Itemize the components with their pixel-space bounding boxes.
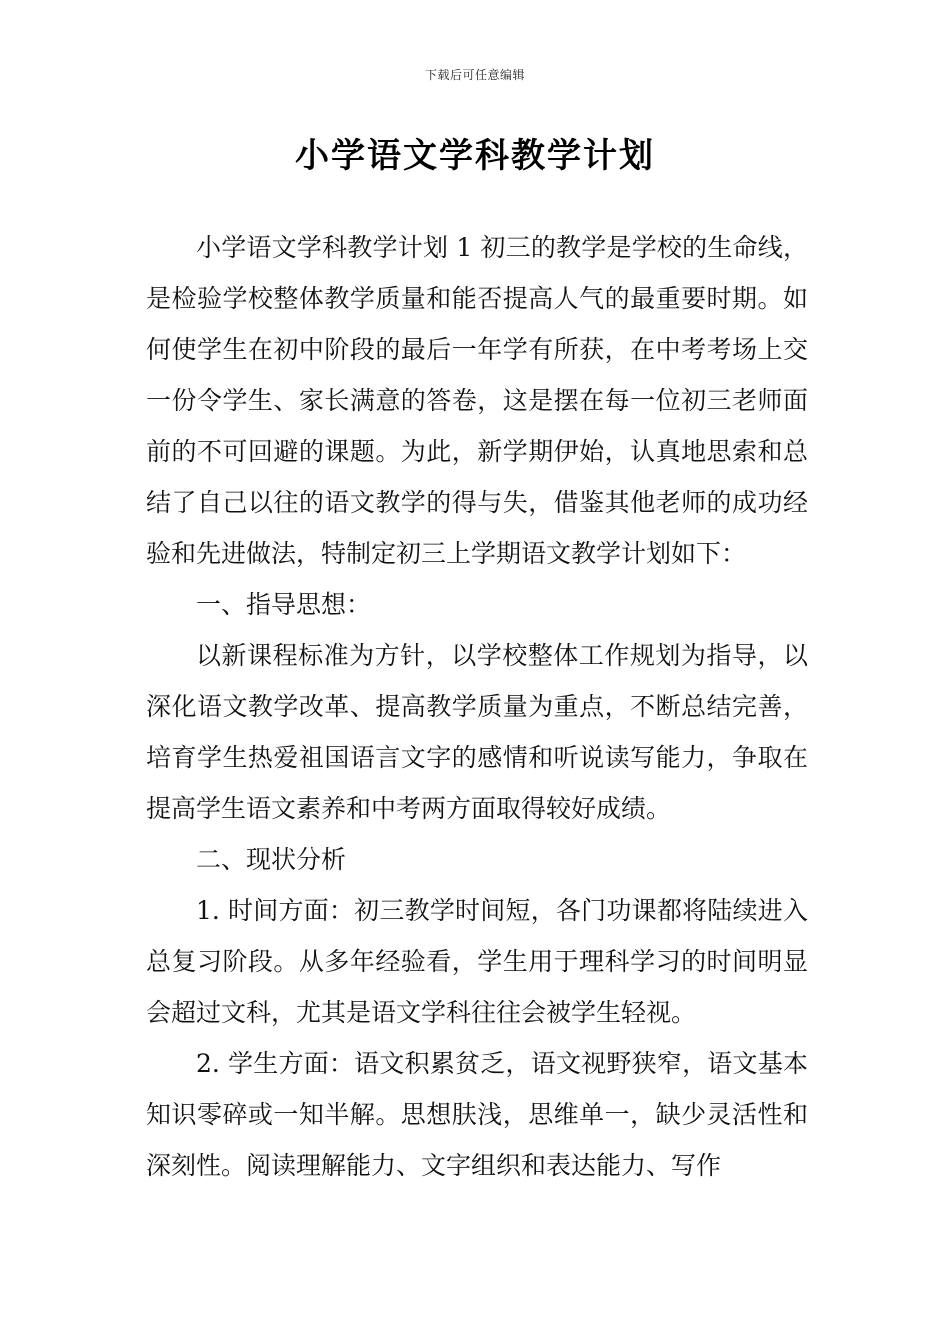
document-title: 小学语文学科教学计划 xyxy=(295,136,655,176)
header-note: 下载后可任意编辑 xyxy=(424,68,525,82)
paragraph-time-aspect: 1. 时间方面：初三教学时间短，各门功课都将陆续进入总复习阶段。从多年经验看，学生用于理科学习的时间明显会超过文科，尤其是语文学科往往会被学生轻视。 xyxy=(146,896,808,1027)
paragraph-guiding-ideology: 以新课程标准为方针，以学校整体工作规划为指导，以深化语文教学改革、提高教学质量为重点，不断总结完善，培育学生热爱祖国语言文字的感情和听说读写能力，争取在提高学生语文素养和中考两方面取得较好成绩。 xyxy=(146,641,808,823)
heading-status-analysis: 二、现状分析 xyxy=(196,845,347,874)
document-body xyxy=(146,222,808,1191)
paragraph-intro: 小学语文学科教学计划 1 初三的教学是学校的生命线，是检验学校整体教学质量和能否提高人气的最重要时期。如何使学生在初中阶段的最后一年学有所获，在中考考场上交一份令学生、家长满意的答卷，这是摆在每一位初三老师面前的不可回避的课题。为此，新学期伊始，认真地思索和总结了自己以往的语文教学的得与失，借鉴其他老师的成功经验和先进做法，特制定初三上学期语文教学计划如下： xyxy=(146,233,808,568)
paragraph-student-aspect: 2. 学生方面：语文积累贫乏，语文视野狭窄，语文基本知识零碎或一知半解。思想肤浅，思维单一，缺少灵活性和深刻性。阅读理解能力、文字组织和表达能力、写作 xyxy=(146,1049,808,1180)
heading-guiding-ideology: 一、指导思想： xyxy=(196,590,372,619)
